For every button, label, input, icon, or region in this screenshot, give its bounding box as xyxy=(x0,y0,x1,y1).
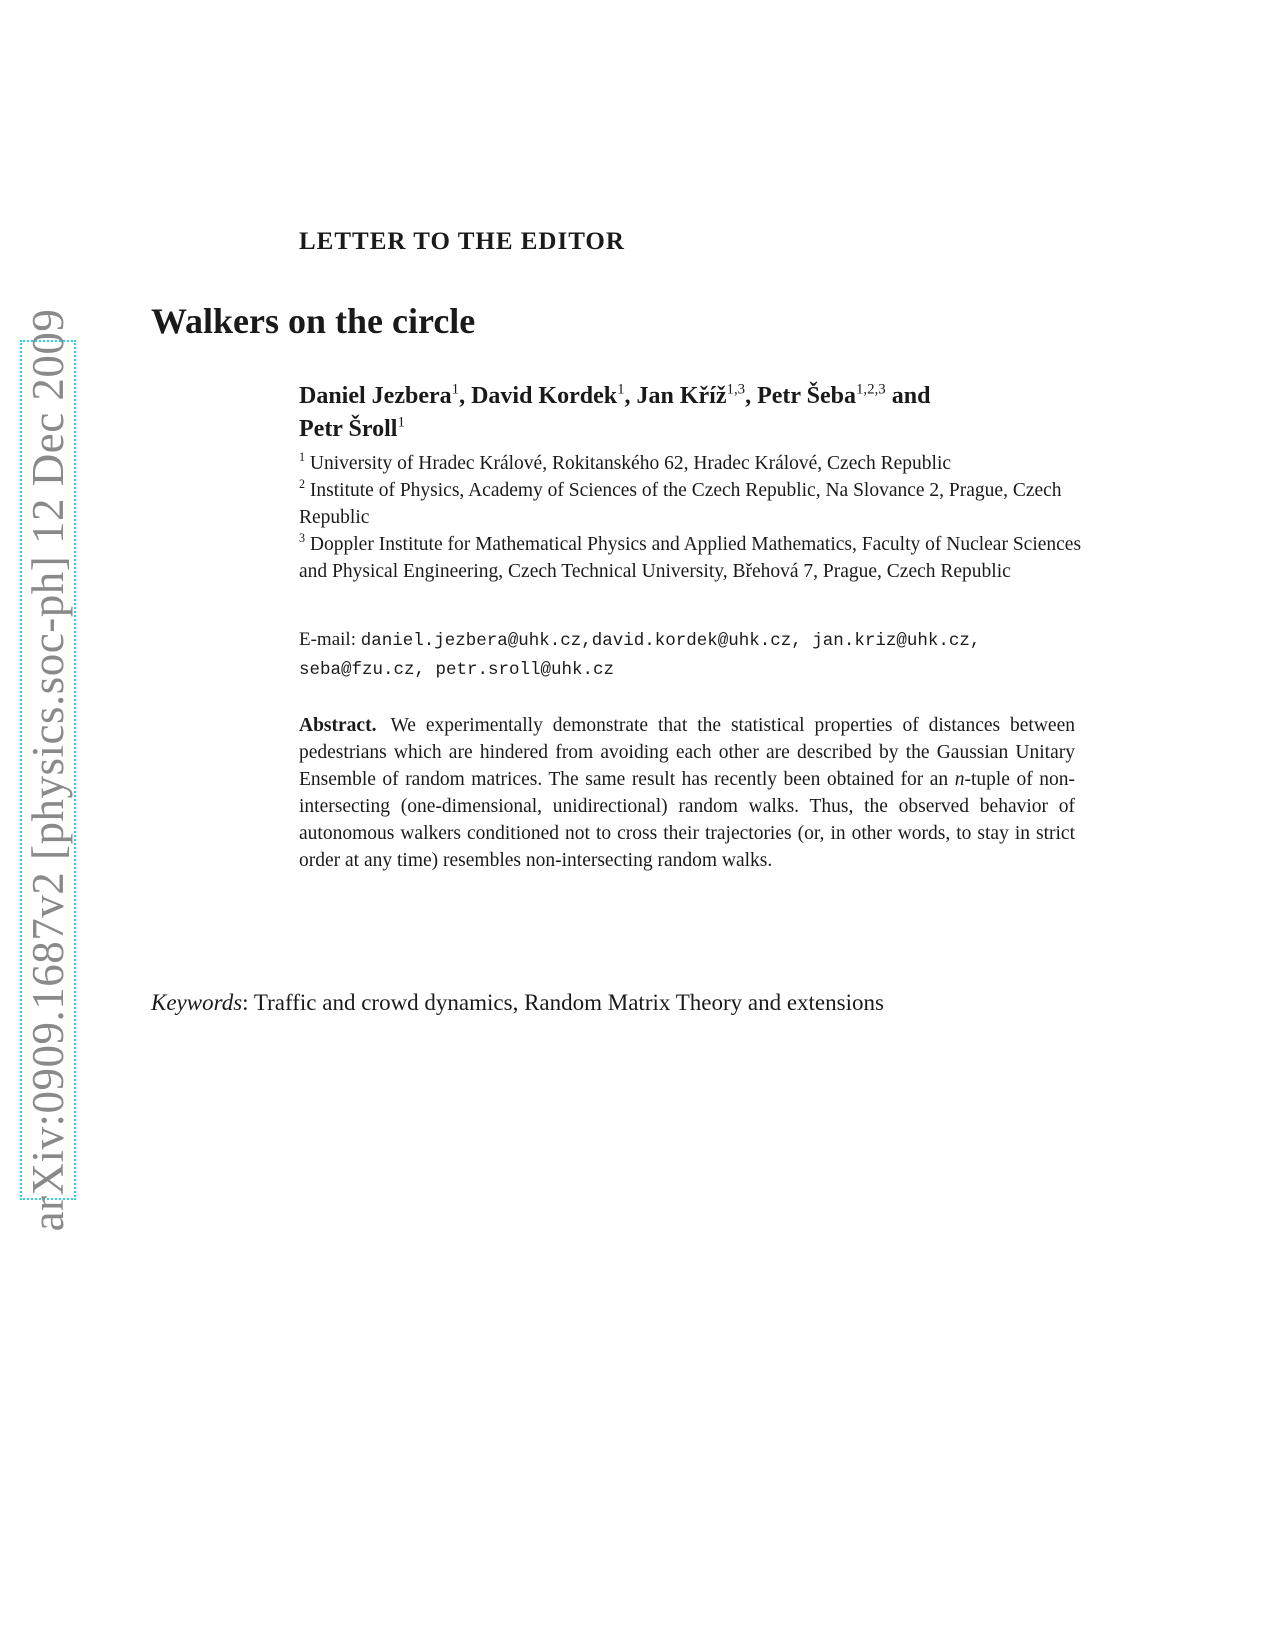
abstract-text: We experimentally demonstrate that the statistical properties of distances between pedestrians which are hindered from avoiding each other are described by the Gaussian Unitary Ensemble of random matrices. The same result has recently been obtained for an xyxy=(299,715,1075,790)
abstract-math-n: n xyxy=(954,769,965,790)
abstract xyxy=(299,712,1075,874)
arxiv-identifier: arXiv:0909.1687v2 [physics.soc-ph] 12 Dec 2009 xyxy=(23,308,73,1232)
article-type: LETTER TO THE EDITOR xyxy=(299,228,625,255)
keywords-label: Keywords xyxy=(151,990,243,1015)
author: David Kordek$^1$ xyxy=(471,381,625,409)
keywords: Keywords: Traffic and crowd dynamics, Random Matrix Theory and extensions xyxy=(151,990,884,1015)
author: Petr Šeba$^{1,2,3}$ xyxy=(757,381,886,409)
affiliation: $^2$ Institute of Physics, Academy of Sciences of the Czech Republic, Na Slovance 2, Prague, Czech Republic xyxy=(299,477,1062,528)
email-addresses[interactable]: daniel.jezbera@uhk.cz,david.kordek@uhk.cz, jan.kriz@uhk.cz, seba@fzu.cz, petr.sroll@uhk.cz xyxy=(299,631,981,680)
paper-title: Walkers on the circle xyxy=(151,301,476,341)
arxiv-stamp xyxy=(20,308,76,1232)
author-list: Daniel Jezbera$^1$, David Kordek$^1$, Jan Kříž$^{1,3}$, Petr Šeba$^{1,2,3}$ and Petr Šroll$^1$ xyxy=(299,381,931,442)
author: Jan Kříž$^{1,3}$ xyxy=(636,381,746,409)
email-block xyxy=(299,626,1099,684)
abstract-label: Abstract. xyxy=(299,715,377,736)
email-label: E-mail: xyxy=(299,629,356,650)
affiliation: $^3$ Doppler Institute for Mathematical Physics and Applied Mathematics, Faculty of Nuclear Sciences and Physical Engineering, Czech Technical University, Břehová 7, Prague, Czech Republic xyxy=(299,531,1082,582)
affiliation: $^1$ University of Hradec Králové, Rokitanského 62, Hradec Králové, Czech Republic xyxy=(299,450,952,474)
keywords-text: Traffic and crowd dynamics, Random Matrix Theory and extensions xyxy=(253,990,884,1015)
author: Petr Šroll$^1$ xyxy=(299,414,405,442)
abstract-text-cont: -tuple of non-intersecting (one-dimensional, unidirectional) random walks. Thus, the observed behavior of autonomous walkers conditioned not to cross their trajectories (or, in other words, to stay in strict order at any time) resembles non-intersecting random walks. xyxy=(299,769,1075,871)
affiliations xyxy=(299,450,1099,585)
author: Daniel Jezbera$^1$ xyxy=(299,381,460,409)
